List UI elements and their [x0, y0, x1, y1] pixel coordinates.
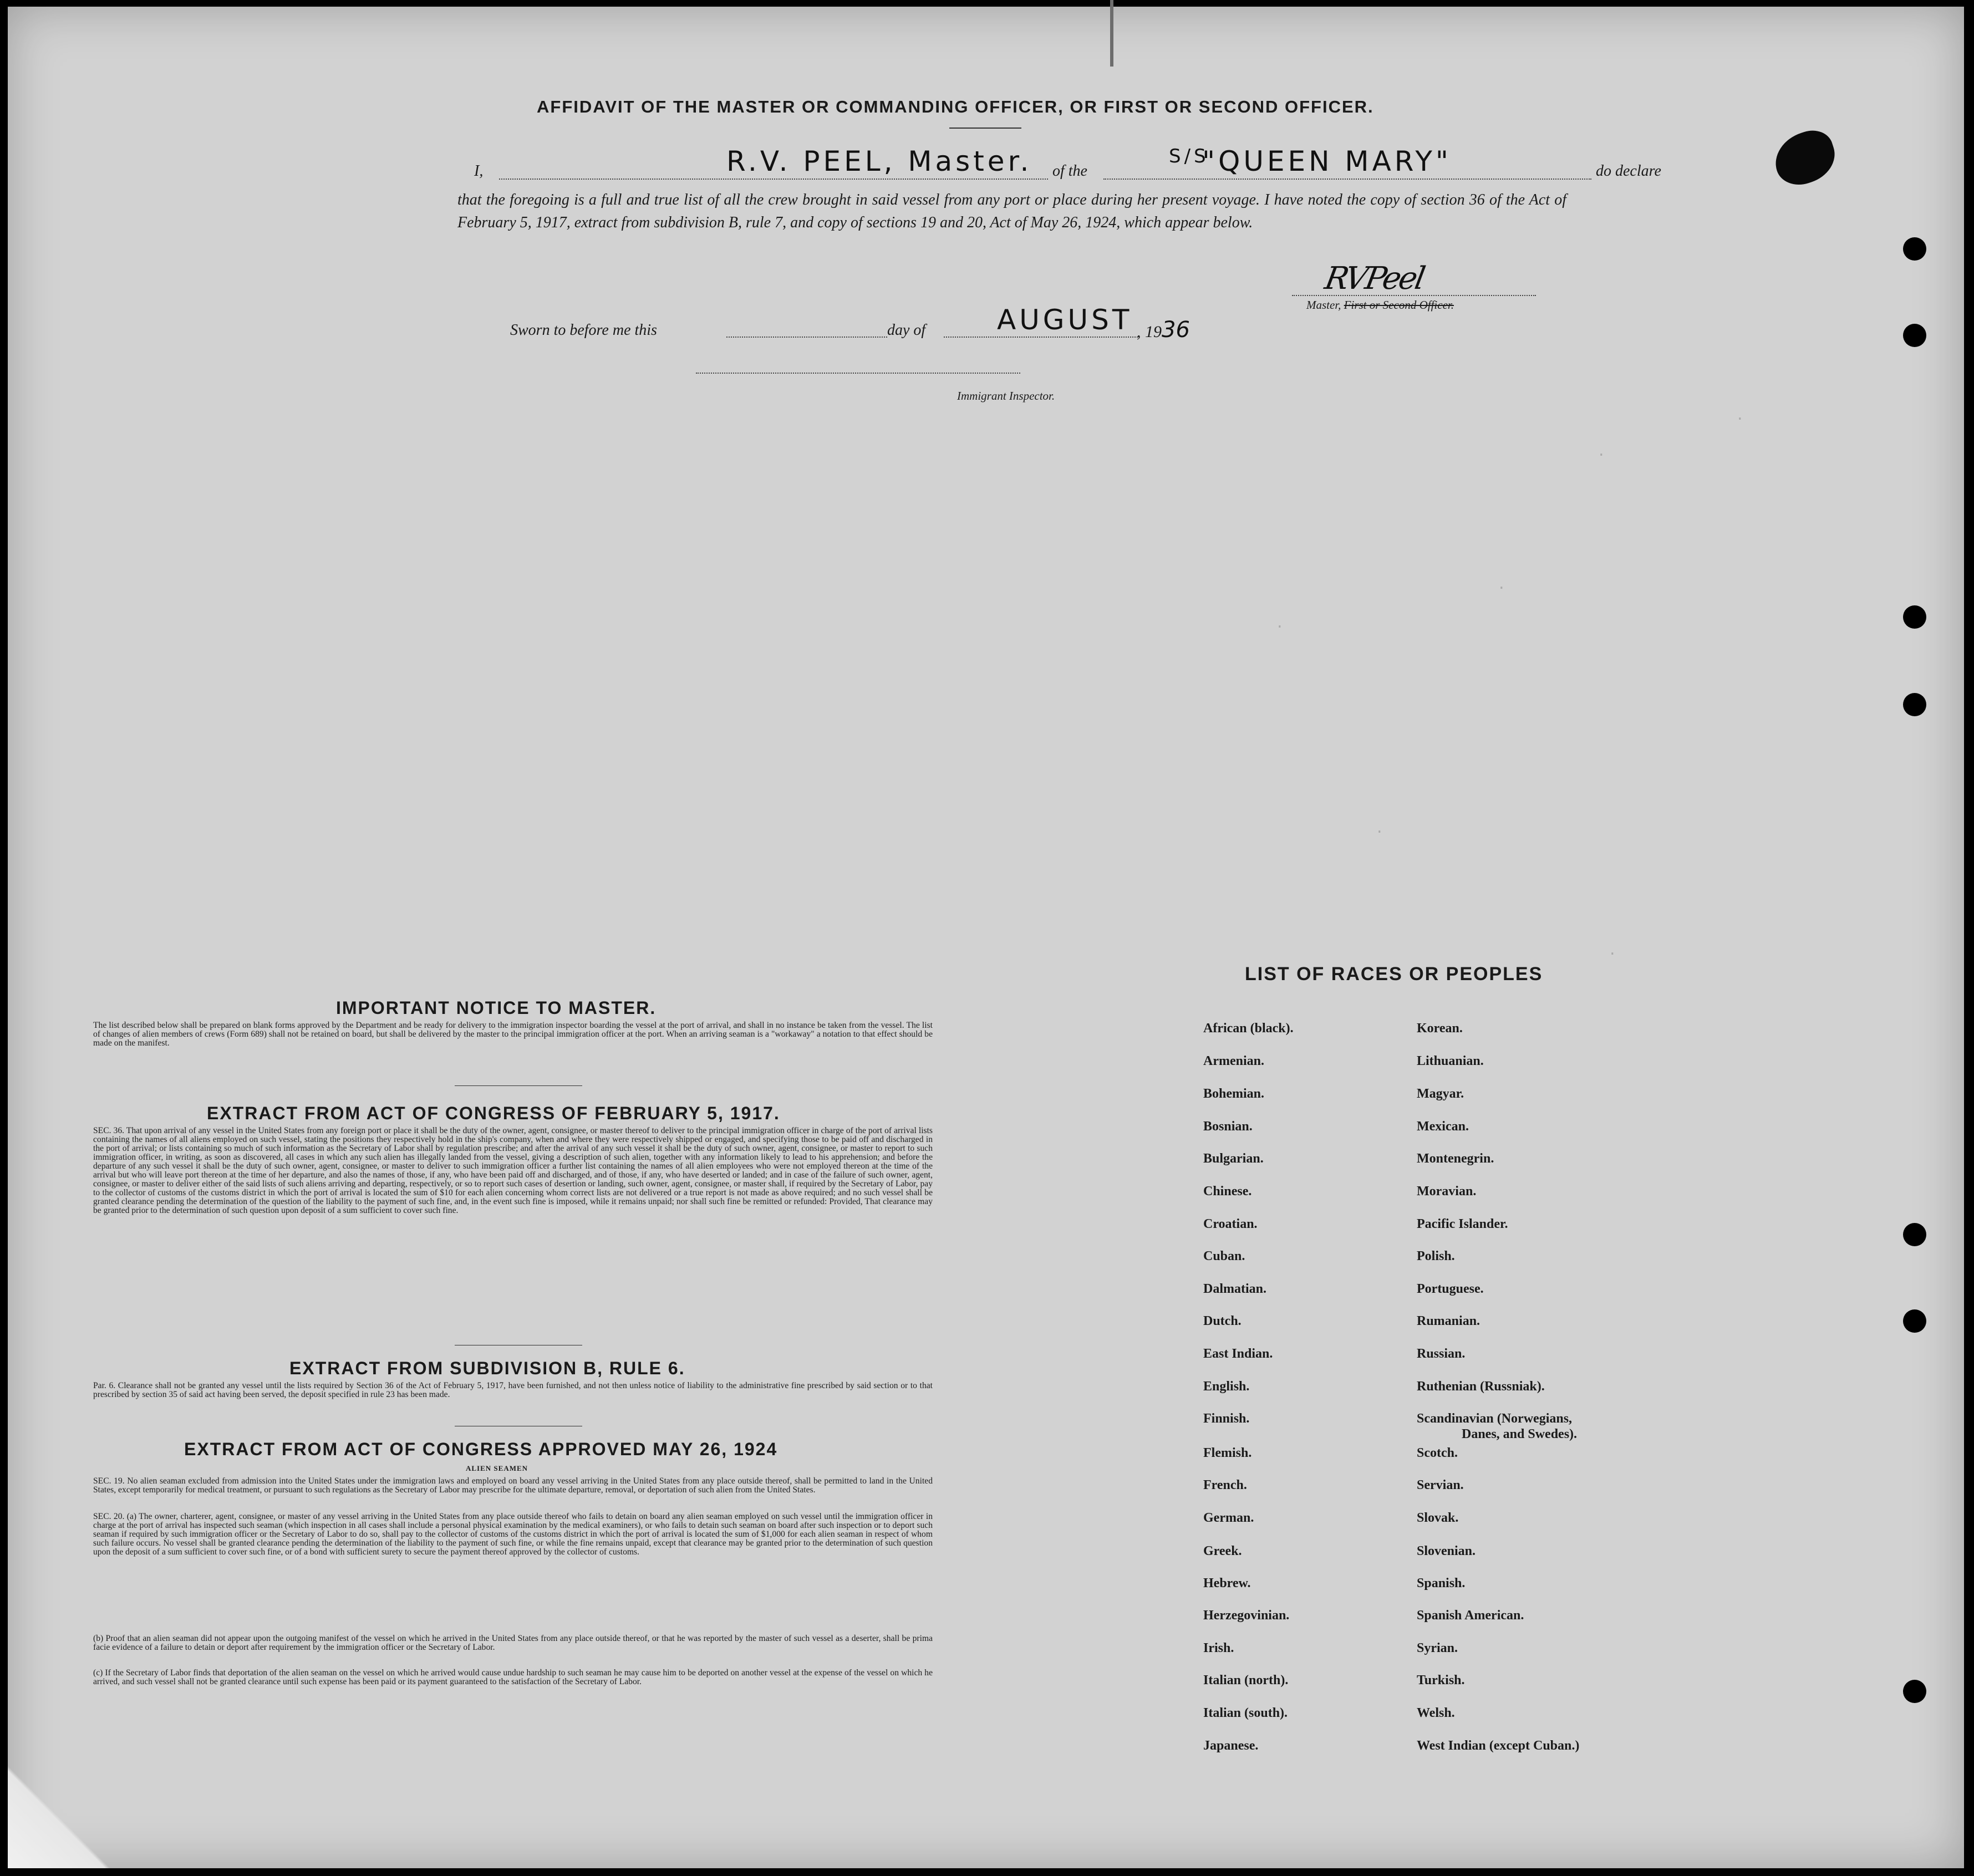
sworn-label: Sworn to before me this	[510, 322, 657, 339]
subdivision-b-text: Par. 6. Clearance shall not be granted any vessel until the lists required by Section 36 of the Act of February 5, 1917, have been furnished, and not then unless notice of liability to the administrative fine prescribed by said section or to that prescribed by section 35 of said act having been served, the deposit specified in rule 23 has been made.	[93, 1381, 933, 1399]
race-item: Flemish.	[1203, 1446, 1252, 1460]
binder-hole	[1903, 605, 1926, 629]
race-item: Bosnian.	[1203, 1119, 1253, 1134]
sworn-month-handwritten: AUGUST	[997, 304, 1133, 336]
race-item: Cuban.	[1203, 1249, 1245, 1263]
race-item: Herzegovinian.	[1203, 1608, 1290, 1623]
race-item: Korean.	[1417, 1021, 1463, 1036]
race-item: Italian (north).	[1203, 1673, 1289, 1688]
race-item: English.	[1203, 1379, 1250, 1394]
binder-hole	[1903, 1680, 1926, 1703]
race-item: Bulgarian.	[1203, 1151, 1264, 1166]
race-item: Danes, and Swedes).	[1462, 1427, 1578, 1441]
race-item: Chinese.	[1203, 1184, 1252, 1199]
folded-corner	[8, 1746, 130, 1868]
paper-fold	[1110, 0, 1113, 67]
declarant-label: I,	[474, 162, 484, 180]
race-item: Dalmatian.	[1203, 1282, 1266, 1296]
race-item: Finnish.	[1203, 1411, 1250, 1426]
year-prefix: , 19	[1137, 323, 1162, 341]
extract-1924-sec20a: SEC. 20. (a) The owner, charterer, agent, consignee, or master of any vessel arriving in the United States from any place outside thereof who fails to detain on board any alien seaman employed on such vessel until the immigration officer in charge at the port of arrival has inspected such seaman (which inspection in all cases shall include a personal physical examination by the medical examiners), or who fails to detain such seaman on board after such inspection or to deport such seaman if required by such immigration officer or the Secretary of Labor to do so, shall pay to the collector of customs of the customs district in which the port of arrival is located the sum of $1,000 for each alien seaman in respect of whom such failure occurs. No vessel shall be granted clearance pending the determination of the liability to the payment of such fine, or while the fine remains unpaid, except that clearance may be granted prior to the determination of such question upon the deposit of a sum sufficient to cover such fine, or of a bond with sufficient surety to secure the payment thereof approved by the collector of customs.	[93, 1512, 933, 1557]
binder-hole	[1903, 237, 1926, 261]
races-title: LIST OF RACES OR PEOPLES	[1245, 964, 1543, 985]
race-item: German.	[1203, 1511, 1254, 1525]
binder-hole	[1903, 324, 1926, 347]
inspector-label: Immigrant Inspector.	[957, 389, 1055, 402]
officer-name-handwritten: R.V. PEEL, Master.	[726, 145, 1032, 177]
of-the-label: of the	[1052, 162, 1087, 180]
inspector-signature-line	[696, 373, 1020, 374]
race-item: Portuguese.	[1417, 1282, 1484, 1296]
scanned-document: . . . . . . AFFIDAVIT OF THE MASTER OR COMMANDING OFFICER, OR FIRST OR SECOND OFFICER. I, R.V. PEEL, Master. of the S/S "QUEEN MARY" do declare that the foregoing is a full and true list of all the crew brought in said vessel from any port or place during her present voyage. I have noted the copy of section 36 of the Act of February 5, 1917, extract from subdivision B, rule 7, and copy of sections 19 and 20, Act of May 26, 1924, which appear below. RVPeel Master, First or Second Officer. Sworn to before me this day of AUGUST , 1936 Immigrant Inspector. IMPORTANT NOTICE TO MASTER. The list described below shall be prepared on blank forms approved by the Department and be ready for delivery to the immigration inspector boarding the vessel at the port of arrival, and shall in no instance be taken from the vessel. The list of changes of alien members of crews (Form 689) shall not be retained on board, but shall be delivered by the master to the principal immigration officer at the port. When an arriving seaman is a "workaway" a notation to that effect should be made on the manifest. EXTRACT FROM ACT OF CONGRESS OF FEBRUARY 5, 1917. SEC. 36. That upon arrival of any vessel in the United States from any foreign port or place it shall be the duty of the owner, agent, consignee, or master thereof to deliver to the principal immigration officer in charge of the port of arrival lists containing the names of all aliens employed on such vessel, stating the positions they respectively hold in the ship's company, when and where they were respectively shipped or engaged, and specifying those to be paid off and discharged in the port of arrival; or lists containing so much of such information as the Secretary of Labor shall by regulation prescribe; and after the arrival of any such vessel it shall be the duty of such owner, agent, consignee, or master to report to such immigration officer, in writing, as soon as discovered, all cases in which any such alien has illegally landed from the vessel, giving a description of such alien, together with any information likely to lead to his apprehension; and before the departure of any such vessel it shall be the duty of such owner, agent, consignee, or master to deliver to such immigration officer a further list containing the names of all alien employees who were not employed thereon at the time of the arrival but who will leave port thereon at the time of her departure, and also the names of those, if any, who have been paid off and discharged, and of those, if any, who have deserted or landed; and in case of the failure of such owner, agent, consignee, or master to deliver either of the said lists of such aliens arriving and departing, respectively, or so to report such cases of desertion or landing, such owner, agent, consignee, or master shall, if required by the Secretary of Labor, pay to the collector of customs of the customs district in which the port of arrival is located the sum of $10 for each alien concerning whom correct lists are not delivered or a true report is not made as above required; and no such vessel shall be granted clearance pending the determination of the question of the liability to the payment of such fine, and, in the event such fine is imposed, while it remains unpaid; nor shall such fine be remitted or refunded: Provided, That clearance may be granted prior to the determination of such question upon deposit of a sum sufficient to cover such fine. EXTRACT FROM SUBDIVISION B, RULE 6. Par. 6. Clearance shall not be granted any vessel until the lists required by Section 36 of the Act of February 5, 1917, have been furnished, and not then unless notice of liability to the administrative fine prescribed by said section or to that prescribed by section 35 of said act having been served, the deposit specified in rule 23 has been made. EXTRACT FROM ACT OF CONGRESS APPROVED MAY 26, 1924 ALIEN SEAMEN SEC. 19. No alien seaman excluded from admission into the United States under the immigration laws and employed on board any vessel arriving in the United States from any place outside thereof, shall be permitted to land in the United States, except temporarily for medical treatment, or pursuant to such regulations as the Secretary of Labor may prescribe for the ultimate departure, removal, or deportation of such alien from the United States. SEC. 20. (a) The owner, charterer, agent, consignee, or master of any vessel arriving in the United States from any place outside thereof who fails to detain on board any alien seaman employed on such vessel until the immigration officer in charge at the port of arrival has inspected such seaman (which inspection in all cases shall include a personal physical examination by the medical examiners), or who fails to detain such seaman on board after such inspection or to deport such seaman if required by such immigration officer or the Secretary of Labor to do so, shall pay to the collector of customs of the customs district in which the port of arrival is located the sum of $1,000 for each alien seaman in respect of whom such failure occurs. No vessel shall be granted clearance pending the determination of the liability to the payment of such fine, or while the fine remains unpaid, except that clearance may be granted prior to the determination of such question upon the deposit of a sum sufficient to cover such fine, or of a bond with sufficient surety to secure the payment thereof approved by the collector of customs. (b) Proof that an alien seaman did not appear upon the outgoing manifest of the vessel on which he arrived in the United States from any place outside thereof, or that he was reported by the master of such vessel as a deserter, shall be prima facie evidence of a failure to detain or deport after requirement by the immigration officer or the Secretary of Labor. (c) If the Secretary of Labor finds that deportation of the alien seaman on the vessel on which he arrived would cause undue hardship to such seaman he may cause him to be deported on another vessel at the expense of the vessel on which he arrived, and such vessel shall not be granted clearance until such expense has been paid or its payment guaranteed to the satisfaction of the Secretary of Labor. LIST OF RACES OR PEOPLES African (black). Armenian. Bohemian. Bosnian. Bulgarian. Chinese. Croatian. Cuban. Dalmatian. Dutch. East Indian. English. Finnish. Flemish. French. German. Greek. Hebrew. Herzegovinian. Irish. Italian (north). Italian (south). Japanese. Korean. Lithuanian. Magyar. Mexican. Montenegrin. Moravian. Pacific Islander. Polish. Portuguese. Rumanian. Russian. Ruthenian (Russniak). Scandinavian (Norwegians, Danes, and Swedes). Scotch. Servian. Slovak. Slovenian. Spanish. Spanish American. Syrian. Turkish. Welsh. West Indian (except Cuban.)	[0, 0, 1974, 1876]
race-item: Ruthenian (Russniak).	[1417, 1379, 1545, 1394]
race-item: Magyar.	[1417, 1087, 1464, 1101]
paper-sheet	[8, 7, 1964, 1868]
race-item: Welsh.	[1417, 1706, 1455, 1720]
binder-hole	[1903, 1309, 1926, 1333]
notice-title: IMPORTANT NOTICE TO MASTER.	[336, 998, 657, 1018]
race-item: Bohemian.	[1203, 1087, 1265, 1101]
race-item: Irish.	[1203, 1641, 1234, 1655]
race-item: West Indian (except Cuban.)	[1417, 1739, 1580, 1753]
extract-1924-title: EXTRACT FROM ACT OF CONGRESS APPROVED MAY 26, 1924	[184, 1439, 778, 1459]
race-item: Polish.	[1417, 1249, 1455, 1263]
race-item: Croatian.	[1203, 1217, 1258, 1231]
race-item: Hebrew.	[1203, 1576, 1251, 1590]
race-item: Spanish.	[1417, 1576, 1466, 1590]
vessel-name-handwritten: "QUEEN MARY"	[1202, 145, 1452, 177]
signature-line	[1292, 295, 1536, 296]
signer-title-master: Master,	[1306, 298, 1341, 312]
race-item: Italian (south).	[1203, 1706, 1288, 1720]
sworn-day-line	[726, 337, 887, 338]
affidavit-title: AFFIDAVIT OF THE MASTER OR COMMANDING OFFICER, OR FIRST OR SECOND OFFICER.	[537, 97, 1374, 116]
race-item: Russian.	[1417, 1347, 1466, 1361]
divider	[455, 1085, 582, 1086]
vessel-prefix-handwritten: S/S	[1169, 145, 1209, 167]
race-item: Spanish American.	[1417, 1608, 1524, 1623]
extract-1917-title: EXTRACT FROM ACT OF CONGRESS OF FEBRUARY 5, 1917.	[207, 1103, 780, 1123]
race-item: East Indian.	[1203, 1347, 1273, 1361]
race-item: Slovak.	[1417, 1511, 1459, 1525]
signer-title-struck: First or Second Officer.	[1344, 298, 1454, 312]
divider	[949, 128, 1021, 129]
sworn-year	[1137, 317, 1190, 343]
race-item: Rumanian.	[1417, 1314, 1480, 1328]
sworn-month-line	[944, 337, 1138, 338]
race-item: Japanese.	[1203, 1739, 1259, 1753]
master-signature: RVPeel	[1322, 261, 1426, 297]
binder-hole	[1903, 693, 1926, 716]
binder-hole	[1903, 1223, 1926, 1246]
race-item: French.	[1203, 1478, 1247, 1492]
race-item: Montenegrin.	[1417, 1151, 1494, 1166]
race-item: Armenian.	[1203, 1054, 1264, 1068]
race-item: Servian.	[1417, 1478, 1464, 1492]
do-declare-label: do declare	[1596, 162, 1661, 180]
race-item: Turkish.	[1417, 1673, 1465, 1688]
alien-seamen-subtitle: ALIEN SEAMEN	[466, 1464, 528, 1472]
subdivision-b-title: EXTRACT FROM SUBDIVISION B, RULE 6.	[289, 1358, 685, 1378]
extract-1917-text: SEC. 36. That upon arrival of any vessel in the United States from any foreign port or place it shall be the duty of the owner, agent, consignee, or master thereof to deliver to the principal immigration officer in charge of the port of arrival lists containing the names of all aliens employed on such vessel, stating the positions they respectively hold in the ship's company, when and where they were respectively shipped or engaged, and specifying those to be paid off and discharged in the port of arrival; or lists containing so much of such information as the Secretary of Labor shall by regulation prescribe; and after the arrival of any such vessel it shall be the duty of such owner, agent, consignee, or master to report to such immigration officer, in writing, as soon as discovered, all cases in which any such alien has illegally landed from the vessel, giving a description of such alien, together with any information likely to lead to his apprehension; and before the departure of any such vessel it shall be the duty of such owner, agent, consignee, or master to deliver to such immigration officer a further list containing the names of all alien employees who were not employed thereon at the time of the arrival but who will leave port thereon at the time of her departure, and also the names of those, if any, who have been paid off and discharged, and of those, if any, who have deserted or landed; and in case of the failure of such owner, agent, consignee, or master to deliver either of the said lists of such aliens arriving and departing, respectively, or so to report such cases of desertion or landing, such owner, agent, consignee, or master shall, if required by the Secretary of Labor, pay to the collector of customs of the customs district in which the port of arrival is located the sum of $10 for each alien concerning whom correct lists are not delivered or a true report is not made as above required; and no such vessel shall be granted clearance pending the determination of the question of the liability to the payment of such fine, and, in the event such fine is imposed, while it remains unpaid; nor shall such fine be remitted or refunded: Provided, That clearance may be granted prior to the determination of such question upon deposit of a sum sufficient to cover such fine.	[93, 1126, 933, 1215]
race-item: Scandinavian (Norwegians,	[1417, 1411, 1573, 1426]
extract-1924-sec20c: (c) If the Secretary of Labor finds that deportation of the alien seaman on the vessel on which he arrived would cause undue hardship to such seaman he may cause him to be deported on another vessel at the expense of the vessel on which he arrived, and such vessel shall not be granted clearance until such expense has been paid or its payment guaranteed to the satisfaction of the Secretary of Labor.	[93, 1668, 933, 1686]
race-item: Moravian.	[1417, 1184, 1477, 1199]
race-item: Mexican.	[1417, 1119, 1469, 1134]
year-handwritten: 36	[1162, 317, 1190, 343]
extract-1924-sec19: SEC. 19. No alien seaman excluded from admission into the United States under the immigration laws and employed on board any vessel arriving in the United States from any place outside thereof, shall be permitted to land in the United States, except temporarily for medical treatment, or pursuant to such regulations as the Secretary of Labor may prescribe for the ultimate departure, removal, or deportation of such alien from the United States.	[93, 1476, 933, 1495]
race-item: Dutch.	[1203, 1314, 1242, 1328]
race-item: Slovenian.	[1417, 1544, 1476, 1558]
day-of-label: day of	[887, 322, 926, 339]
extract-1924-sec20b: (b) Proof that an alien seaman did not appear upon the outgoing manifest of the vessel on which he arrived in the United States from any place outside thereof, or that he was reported by the master of such vessel as a deserter, shall be prima facie evidence of a failure to detain or deport after requirement by the immigration officer or the Secretary of Labor.	[93, 1634, 933, 1652]
race-item: Greek.	[1203, 1544, 1242, 1558]
officer-name-line	[499, 179, 1048, 180]
declaration-text: that the foregoing is a full and true list of all the crew brought in said vessel from any port or place during her present voyage. I have noted the copy of section 36 of the Act of February 5, 1917, extract from subdivision B, rule 7, and copy of sections 19 and 20, Act of May 26, 1924, which appear below.	[457, 191, 1566, 231]
vessel-name-line	[1103, 179, 1591, 180]
race-item: Pacific Islander.	[1417, 1217, 1508, 1231]
notice-text: The list described below shall be prepared on blank forms approved by the Department and be ready for delivery to the immigration inspector boarding the vessel at the port of arrival, and shall in no instance be taken from the vessel. The list of changes of alien members of crews (Form 689) shall not be retained on board, but shall be delivered by the master to the principal immigration officer at the port. When an arriving seaman is a "workaway" a notation to that effect should be made on the manifest.	[93, 1021, 933, 1048]
race-item: African (black).	[1203, 1021, 1294, 1036]
race-item: Scotch.	[1417, 1446, 1458, 1460]
race-item: Lithuanian.	[1417, 1054, 1484, 1068]
signer-title	[1306, 298, 1454, 312]
race-item: Syrian.	[1417, 1641, 1458, 1655]
